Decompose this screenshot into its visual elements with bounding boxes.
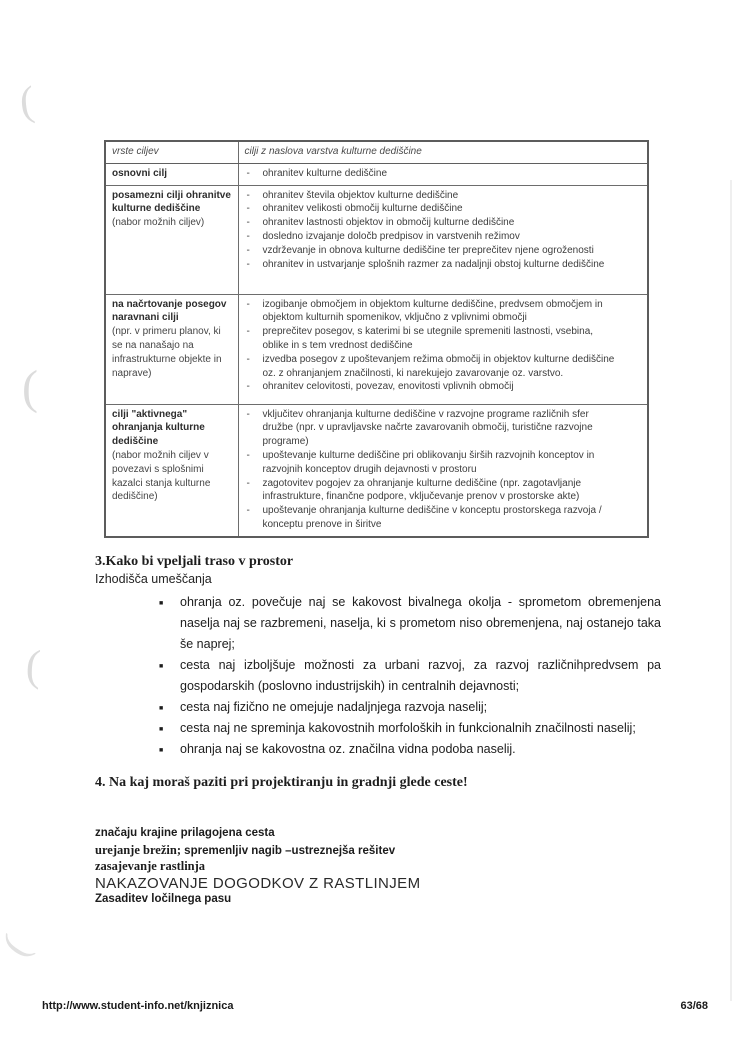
scan-artifact — [22, 360, 38, 415]
bullet-item: ■ cesta naj ne spreminja kakovostnih morfoloških in funkcionalnih značilnosti naselij; — [95, 718, 661, 739]
bullet-item: ■ ohranja oz. povečuje naj se kakovost bivalnega okolja - sprometom obremenjena naselja naj se razbremeni, naselja, ki s prometom niso obremenjena, naj ostanejo taka še naprej; — [95, 592, 661, 655]
goal-item: - upoštevanje ohranjanja kulturne dediščine v konceptu prostorskega razvoja / konceptu prenove in širitve — [245, 504, 642, 532]
heritage-goals-table — [104, 140, 649, 538]
row-note: (npr. v primeru planov, ki se na nanašajo na infrastrukturne objekte in naprave) — [112, 326, 222, 379]
row-note: (nabor možnih ciljev v povezavi s splošnimi kazalci stanja kulturne dediščine) — [112, 449, 211, 503]
bullet-item: ■ cesta naj fizično ne omejuje nadaljnjega razvoja naselij; — [95, 697, 661, 718]
footer-url: http://www.student-info.net/knjiznica — [42, 1000, 234, 1012]
table-header-row — [105, 141, 648, 163]
section3-heading: 3.Kako bi vpeljali traso v prostor — [95, 554, 294, 569]
goal-item: - ohranitev kulturne dediščine — [245, 167, 642, 181]
note-median-planting: Zasaditev ločilnega pasu — [95, 892, 232, 905]
section3-bullet-list — [95, 592, 661, 760]
table-row — [105, 294, 648, 404]
note-events-caps: NAKAZOVANJE DOGODKOV Z RASTLINJEM — [95, 874, 421, 892]
scan-artifact — [0, 927, 38, 965]
row-title: cilji "aktivnega" ohranjanja kulturne dediščine — [112, 408, 205, 448]
goal-item: - upoštevanje kulturne dediščine pri oblikovanju širših razvojnih konceptov in razvojnih konceptov drugih dejavnosti v prostoru — [245, 449, 642, 477]
table-row — [105, 404, 648, 537]
row-title: posamezni cilji ohranitve kulturne dediščine — [112, 189, 231, 215]
bullet-item: ■ cesta naj izboljšuje možnosti za urbani razvoj, za razvoj različnihpredvsem pa gospodarskih (poslovno industrijskih) in centralnih dejavnosti; — [95, 655, 661, 697]
table-row — [105, 163, 648, 185]
scan-artifact — [25, 640, 42, 692]
table-header-heritage-goals: cilji z naslova varstva kulturne dediščine — [238, 141, 648, 163]
goal-item: - zagotovitev pogojev za ohranjanje kulturne dediščine (npr. zagotavljanje infrastrukture, finančne podpore, vključevanje prenov v prostorske akte) — [245, 477, 642, 505]
note-slopes: urejanje brežin; spremenljiv nagib –ustreznejša rešitev — [95, 842, 396, 857]
goal-item: - izvedba posegov z upoštevanjem režima območij in objektov kulturne dediščine oz. z ohranjanjem značilnosti, ki narekujejo zavarovanje oz. varstvo. — [245, 353, 642, 381]
goal-item: - vključitev ohranjanja kulturne dediščine v razvojne programe različnih sfer družbe (npr. v upravljavske načrte zavarovanih območij, turistične razvojne programe) — [245, 408, 642, 449]
design-notes-block — [95, 826, 655, 907]
section-route-placement — [95, 554, 661, 760]
goal-item: - izogibanje območjem in objektom kulturne dediščine, predvsem območjem in objektom kulturnih spomenikov, vključno z vplivnimi območji — [245, 298, 642, 326]
goal-item: - ohranitev in ustvarjanje splošnih razmer za nadaljnji obstoj kulturne dediščine — [245, 258, 642, 272]
section3-subtitle: Izhodišča umeščanja — [95, 572, 212, 586]
goal-item: - ohranitev celovitosti, povezav, enovitosti vplivnih območij — [245, 380, 642, 394]
goal-item: - ohranitev lastnosti objektov in območij kulturne dediščine — [245, 216, 642, 230]
goal-item: - vzdrževanje in obnova kulturne dediščine ter preprečitev njene ogroženosti — [245, 244, 642, 258]
table-row — [105, 185, 648, 294]
goal-item: - ohranitev velikosti območij kulturne dediščine — [245, 202, 642, 216]
goal-item: - dosledno izvajanje določb predpisov in varstvenih režimov — [245, 230, 642, 244]
note-planting: zasajevanje rastlinja — [95, 859, 206, 873]
page-number: 63/68 — [680, 1000, 708, 1012]
goal-item: - preprečitev posegov, s katerimi bi se utegnile spremeniti lastnosti, vsebina, oblike in s tem vrednost dediščine — [245, 325, 642, 353]
note-landscape-road: značaju krajine prilagojena cesta — [95, 827, 275, 839]
scan-artifact — [18, 77, 37, 126]
bullet-item: ■ ohranja naj se kakovostna oz. značilna vidna podoba naselij. — [95, 739, 661, 760]
goal-item: - ohranitev števila objektov kulturne dediščine — [245, 189, 642, 203]
section4-heading: 4. Na kaj moraš paziti pri projektiranju in gradnji glede ceste! — [95, 775, 468, 790]
row-title: osnovni cilj — [112, 167, 168, 179]
table-header-goal-types: vrste ciljev — [105, 141, 238, 163]
page-footer — [42, 1000, 708, 1012]
row-title: na načrtovanje posegov naravnani cilji — [112, 298, 227, 324]
row-note: (nabor možnih ciljev) — [112, 217, 205, 229]
